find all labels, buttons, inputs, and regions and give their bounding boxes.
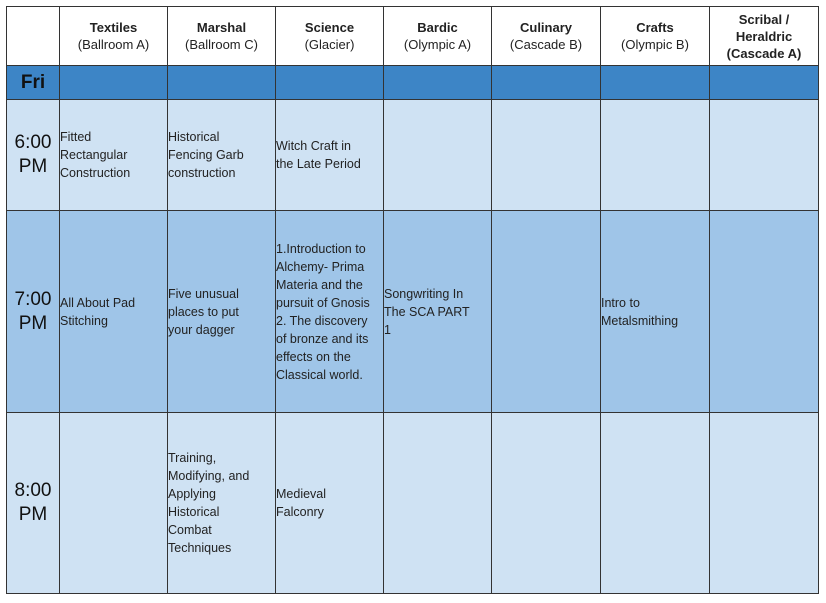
- session-cell: Fitted Rectangular Construction: [60, 100, 168, 211]
- track-name: Science: [304, 20, 355, 35]
- track-name: Bardic: [417, 20, 458, 35]
- day-bar-cell: [276, 66, 384, 100]
- day-bar-cell: [492, 66, 601, 100]
- session-cell: Historical Fencing Garb construction: [168, 100, 276, 211]
- schedule-table: [6, 6, 819, 594]
- session-cell: Songwriting In The SCA PART 1: [384, 211, 492, 413]
- time-row-6pm: [7, 100, 819, 211]
- session-cell: 1.Introduction to Alchemy- Prima Materia and the pursuit of Gnosis 2. The discovery of bronze and its effects on the Classical world.: [276, 211, 384, 413]
- track-header: [168, 7, 276, 66]
- track-header: [276, 7, 384, 66]
- session-cell: Witch Craft in the Late Period: [276, 100, 384, 211]
- day-bar-cell: [60, 66, 168, 100]
- track-header: [601, 7, 710, 66]
- session-cell: Intro to Metalsmithing: [601, 211, 710, 413]
- time-hour: 8:00: [14, 480, 52, 501]
- time-row-8pm: [7, 413, 819, 594]
- track-name: Scribal / Heraldric: [735, 11, 793, 44]
- session-cell: [710, 413, 819, 594]
- time-ampm: PM: [18, 312, 48, 334]
- session-cell: Training, Modifying, and Applying Historical Combat Techniques: [168, 413, 276, 594]
- track-name: Culinary: [519, 20, 572, 35]
- day-bar-cell: [710, 66, 819, 100]
- track-name: Textiles: [89, 20, 138, 35]
- day-label: Fri: [7, 66, 60, 100]
- track-header: [710, 7, 819, 66]
- session-cell: [601, 413, 710, 594]
- session-cell: [492, 100, 601, 211]
- time-slot: [7, 211, 60, 413]
- session-cell: Five unusual places to put your dagger: [168, 211, 276, 413]
- day-bar-cell: [168, 66, 276, 100]
- track-header: [492, 7, 601, 66]
- time-row-7pm: [7, 211, 819, 413]
- track-room: (Cascade A): [726, 45, 802, 61]
- session-cell: [710, 211, 819, 413]
- day-row: [7, 66, 819, 100]
- time-slot: [7, 100, 60, 211]
- session-cell: [492, 211, 601, 413]
- track-room: (Glacier): [304, 37, 355, 52]
- day-bar-cell: [384, 66, 492, 100]
- session-cell: [60, 413, 168, 594]
- session-cell: [601, 100, 710, 211]
- session-cell: All About Pad Stitching: [60, 211, 168, 413]
- time-hour: 6:00: [14, 132, 52, 153]
- time-hour: 7:00: [14, 288, 52, 310]
- day-bar-cell: [601, 66, 710, 100]
- track-header: [60, 7, 168, 66]
- time-ampm: PM: [18, 156, 48, 177]
- track-room: (Ballroom C): [185, 37, 258, 52]
- track-room: (Olympic A): [403, 37, 472, 52]
- corner-cell: [7, 7, 60, 66]
- time-ampm: PM: [18, 504, 48, 525]
- track-header: [384, 7, 492, 66]
- track-room: (Olympic B): [621, 37, 689, 52]
- header-row: [7, 7, 819, 66]
- session-cell: Medieval Falconry: [276, 413, 384, 594]
- time-slot: [7, 413, 60, 594]
- session-cell: [710, 100, 819, 211]
- track-room: (Cascade B): [509, 37, 583, 52]
- session-cell: [492, 413, 601, 594]
- track-name: Crafts: [636, 20, 674, 35]
- session-cell: [384, 100, 492, 211]
- track-name: Marshal: [196, 20, 247, 35]
- track-room: (Ballroom A): [77, 37, 150, 52]
- session-cell: [384, 413, 492, 594]
